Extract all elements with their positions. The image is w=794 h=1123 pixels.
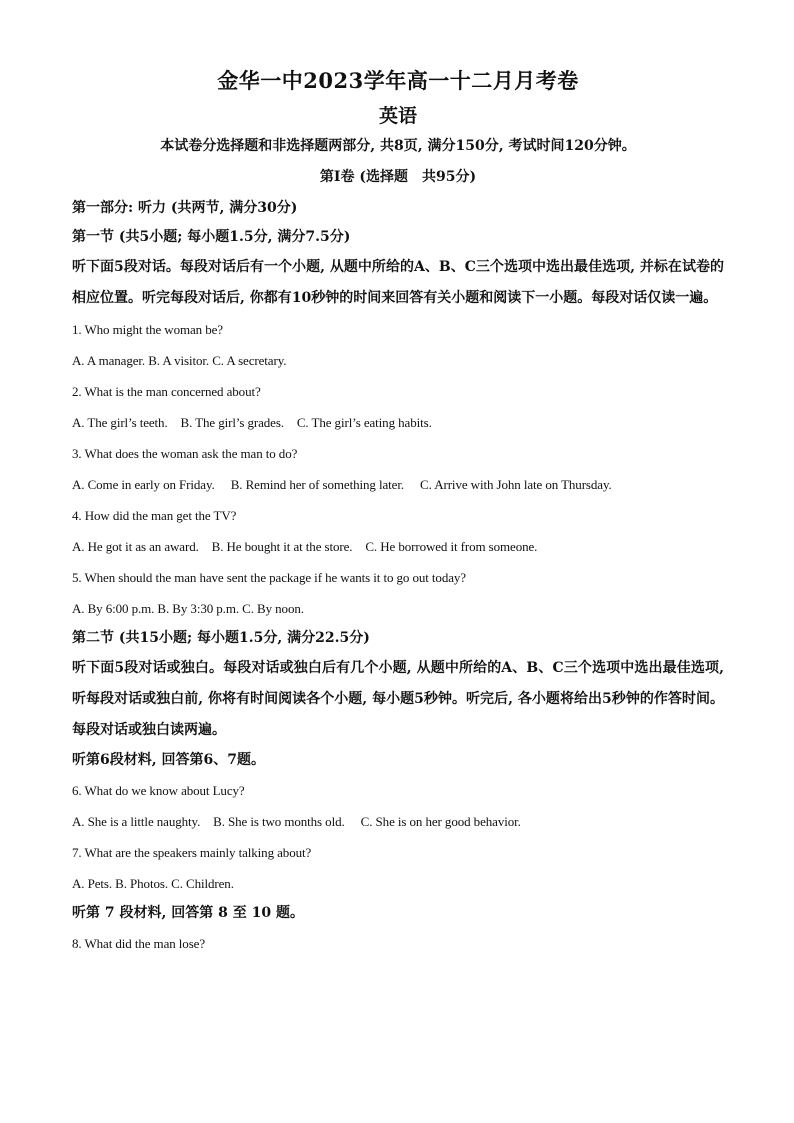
question-3: 3. What does the woman ask the man to do? — [72, 446, 298, 461]
question-4: 4. How did the man get the TV? — [72, 508, 237, 523]
part1-title: 第I卷 (选择题 共95分) — [319, 169, 477, 185]
options-6: A. She is a little naughty. B. She is two months old. C. She is on her good behavior. — [72, 814, 521, 829]
section2-instructions: 听下面5段对话或独白。每段对话或独白后有几个小题, 从题中所给的A、B、C三个选项中选出最佳选项, 听每段对话或独白前, 你将有时间阅读各个小题, 每小题5秒钟。听完后, 各小题将给出5秒钟的作答时间。每段对话或独白读两遍。 — [72, 660, 724, 738]
question-8: 8. What did the man lose? — [72, 936, 206, 951]
options-4: A. He got it as an award. B. He bought it at the store. C. He borrowed it from someone. — [72, 539, 538, 554]
question-list-section1 — [72, 314, 724, 624]
question-2: 2. What is the man concerned about? — [72, 384, 261, 399]
options-3: A. Come in early on Friday. B. Remind her of something later. C. Arrive with John late on Thursday. — [72, 477, 612, 492]
section1-heading: 第一节 (共5小题; 每小题1.5分, 满分7.5分) — [72, 229, 351, 245]
group2-heading: 听第 7 段材料, 回答第 8 至 10 题。 — [72, 905, 304, 921]
question-1: 1. Who might the woman be? — [72, 322, 223, 337]
question-7: 7. What are the speakers mainly talking about? — [72, 845, 312, 860]
question-list-group1 — [72, 775, 724, 899]
options-1: A. A manager. B. A visitor. C. A secretary. — [72, 353, 287, 368]
options-7: A. Pets. B. Photos. C. Children. — [72, 876, 234, 891]
exam-subject: 英语 — [378, 105, 417, 127]
section2-heading: 第二节 (共15小题; 每小题1.5分, 满分22.5分) — [72, 630, 370, 646]
listening-heading: 第一部分: 听力 (共两节, 满分30分) — [72, 200, 298, 216]
question-5: 5. When should the man have sent the package if he wants it to go out today? — [72, 570, 466, 585]
question-6: 6. What do we know about Lucy? — [72, 783, 245, 798]
exam-info: 本试卷分选择题和非选择题两部分, 共8页, 满分150分, 考试时间120分钟。 — [160, 138, 636, 154]
group1-heading: 听第6段材料, 回答第6、7题。 — [72, 752, 265, 768]
options-5: A. By 6:00 p.m. B. By 3:30 p.m. C. By noon. — [72, 601, 304, 616]
options-2: A. The girl’s teeth. B. The girl’s grades. C. The girl’s eating habits. — [72, 415, 432, 430]
exam-title: 金华一中2023学年高一十二月月考卷 — [217, 68, 579, 93]
section1-instructions: 听下面5段对话。每段对话后有一个小题, 从题中所给的A、B、C三个选项中选出最佳选项, 并标在试卷的相应位置。听完每段对话后, 你都有10秒钟的时间来回答有关小题和阅读下一小题。每段对话仅读一遍。 — [72, 259, 724, 306]
